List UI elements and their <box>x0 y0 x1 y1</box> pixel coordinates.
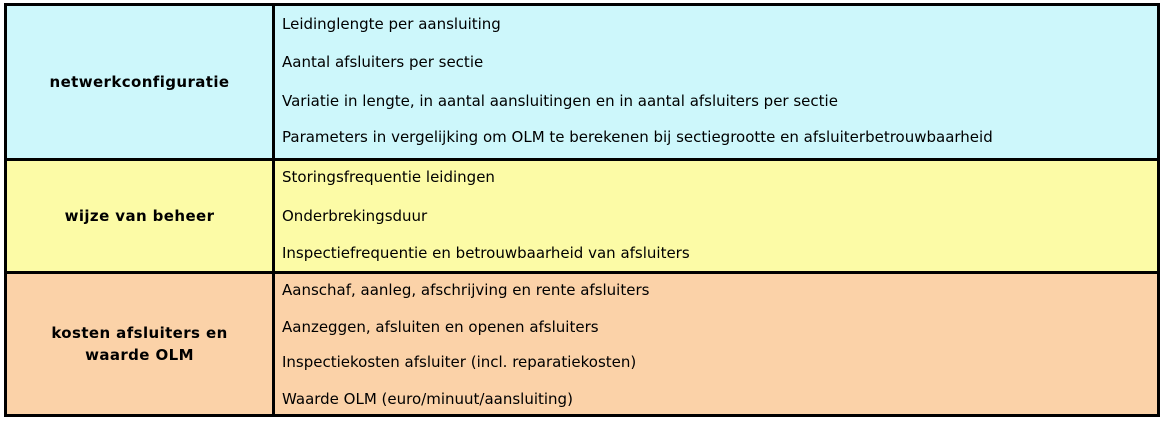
section-label: wijze van beheer <box>64 207 215 225</box>
list-item: Aanschaf, aanleg, afschrijving en rente afsluiters <box>282 281 650 299</box>
section-label-cell <box>7 274 275 414</box>
list-item: Aantal afsluiters per sectie <box>282 53 484 71</box>
list-item: Inspectiekosten afsluiter (incl. reparatiekosten) <box>282 353 637 371</box>
list-item: Parameters in vergelijking om OLM te berekenen bij sectiegrootte en afsluiterbetrouwbaarheid <box>282 128 993 146</box>
section-items <box>275 161 1157 271</box>
section-label: kosten afsluiters en waarde OLM <box>51 324 228 364</box>
overview-table <box>4 3 1160 417</box>
section-items <box>275 274 1157 414</box>
section-items <box>275 6 1157 158</box>
list-item: Inspectiefrequentie en betrouwbaarheid van afsluiters <box>282 244 690 262</box>
section-netwerkconfiguratie <box>7 6 1157 158</box>
list-item: Onderbrekingsduur <box>282 207 428 225</box>
list-item: Waarde OLM (euro/minuut/aansluiting) <box>282 390 573 408</box>
list-item: Variatie in lengte, in aantal aansluitingen en in aantal afsluiters per sectie <box>282 92 838 110</box>
section-wijze-van-beheer <box>7 158 1157 271</box>
list-item: Leidinglengte per aansluiting <box>282 15 501 33</box>
section-label-cell <box>7 161 275 271</box>
section-label-cell <box>7 6 275 158</box>
section-label: netwerkconfiguratie <box>49 73 230 91</box>
list-item: Aanzeggen, afsluiten en openen afsluiters <box>282 318 599 336</box>
list-item: Storingsfrequentie leidingen <box>282 168 495 186</box>
section-kosten-afsluiters <box>7 271 1157 414</box>
